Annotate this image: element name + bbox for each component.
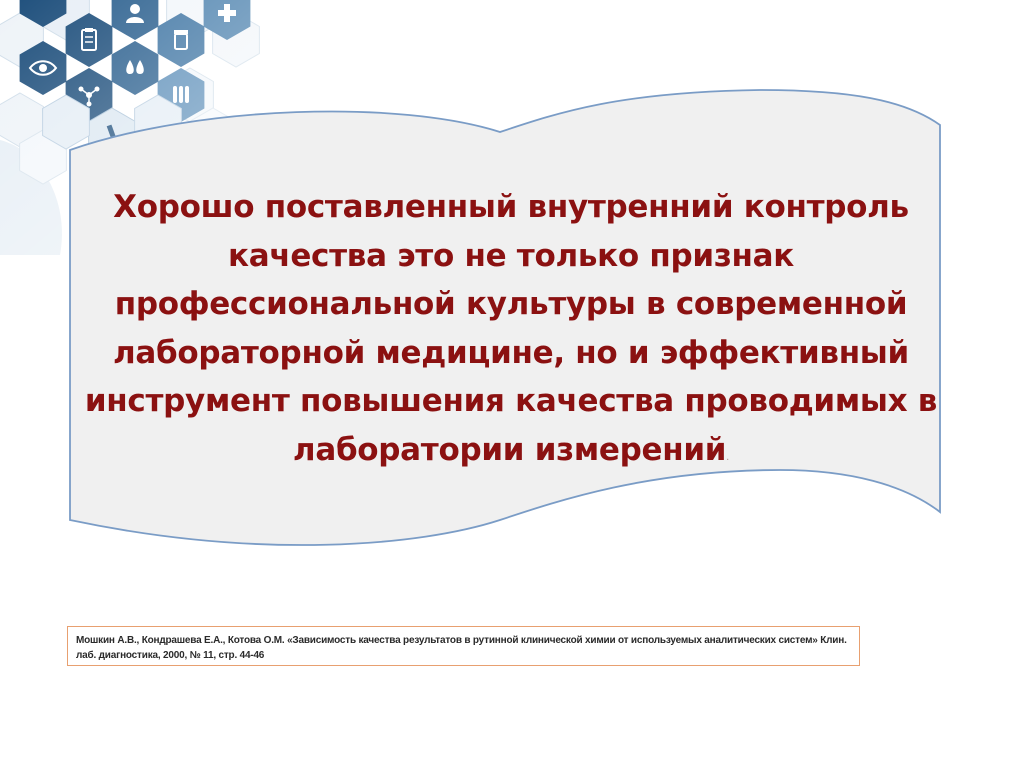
- reference-text: Мошкин А.В., Кондрашева Е.А., Котова О.М. «Зависимость качества результатов в рутинной клинической химии от используемых аналитических систем» Клин. лаб. диагностика, 2000, № 11, стр. 44-46: [76, 635, 847, 661]
- quote-text: [82, 183, 940, 482]
- reference-citation: [67, 626, 860, 666]
- quote-body: Хорошо поставленный внутренний контроль качества это не только признак профессиональной культуры в современной лабораторной медицине, но и эффективный инструмент повышения качества проводимых в лаборатории измерений: [84, 189, 938, 468]
- quote-trailing-mark: .: [726, 451, 730, 463]
